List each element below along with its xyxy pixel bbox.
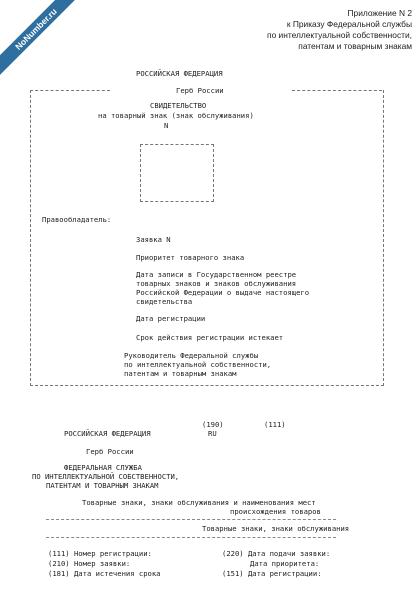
form2-country: РОССИЙСКАЯ ФЕДЕРАЦИЯ (64, 429, 151, 438)
head-signature-line: по интеллектуальной собственности, (124, 360, 272, 369)
code-111: (111) (264, 420, 286, 429)
priority-label: Приоритет товарного знака (136, 253, 245, 262)
field-210: (210) Номер заявки: (48, 559, 131, 568)
application-label: Заявка N (136, 235, 171, 244)
agency-line: ФЕДЕРАЛЬНАЯ СЛУЖБА (64, 463, 142, 472)
entry-date-line: свидетельства (136, 297, 193, 306)
field-151: (151) Дата регистрации: (222, 569, 322, 578)
field-priority: Дата приоритета: (250, 559, 320, 568)
frame-top-right (292, 90, 382, 91)
agency-line: ПАТЕНТАМ И ТОВАРНЫМ ЗНАКАМ (46, 481, 159, 490)
appendix-line: Приложение N 2 (347, 8, 412, 18)
divider (46, 537, 336, 538)
form1-emblem: Герб России (176, 86, 224, 95)
head-signature-line: Руководитель Федеральной службы (124, 351, 259, 360)
agency-line: ПО ИНТЕЛЛЕКТУАЛЬНОЙ СОБСТВЕННОСТИ, (32, 472, 180, 481)
entry-date-line: Российской Федерации о выдаче настоящего (136, 288, 310, 297)
certificate-number-label: N (164, 121, 169, 130)
country-code: RU (208, 429, 217, 438)
publication-header: происхождения товаров (230, 507, 321, 516)
certificate-title: СВИДЕТЕЛЬСТВО (150, 101, 207, 110)
appendix-line: патентам и товарным знакам (298, 40, 412, 51)
form1-country: РОССИЙСКАЯ ФЕДЕРАЦИЯ (136, 69, 223, 78)
divider (46, 519, 336, 520)
entry-date-line: Дата записи в Государственном реестре (136, 270, 297, 279)
field-181: (181) Дата истечения срока (48, 569, 161, 578)
publication-header: Товарные знаки, знаки обслуживания и наименования мест (82, 498, 316, 507)
watermark-ribbon: NoNumber.ru (0, 0, 83, 76)
entry-date-line: товарных знаков и знаков обслуживания (136, 279, 297, 288)
appendix-header (192, 8, 412, 52)
registration-date-label: Дата регистрации (136, 314, 206, 323)
appendix-line: к Приказу Федеральной службы (286, 18, 412, 29)
publication-subheader: Товарные знаки, знаки обслуживания (202, 524, 350, 533)
owner-label: Правообладатель: (42, 215, 112, 224)
appendix-line: по интеллектуальной собственности, (267, 29, 412, 40)
form2-emblem: Герб России (86, 447, 134, 456)
code-190: (190) (202, 420, 224, 429)
validity-label: Срок действия регистрации истекает (136, 333, 284, 342)
field-220: (220) Дата подачи заявки: (222, 549, 331, 558)
certificate-subtitle: на товарный знак (знак обслуживания) (98, 111, 254, 120)
field-111: (111) Номер регистрации: (48, 549, 152, 558)
frame-top-left (30, 90, 110, 91)
trademark-image-box (140, 144, 214, 202)
head-signature-line: патентам и товарным знакам (124, 369, 237, 378)
